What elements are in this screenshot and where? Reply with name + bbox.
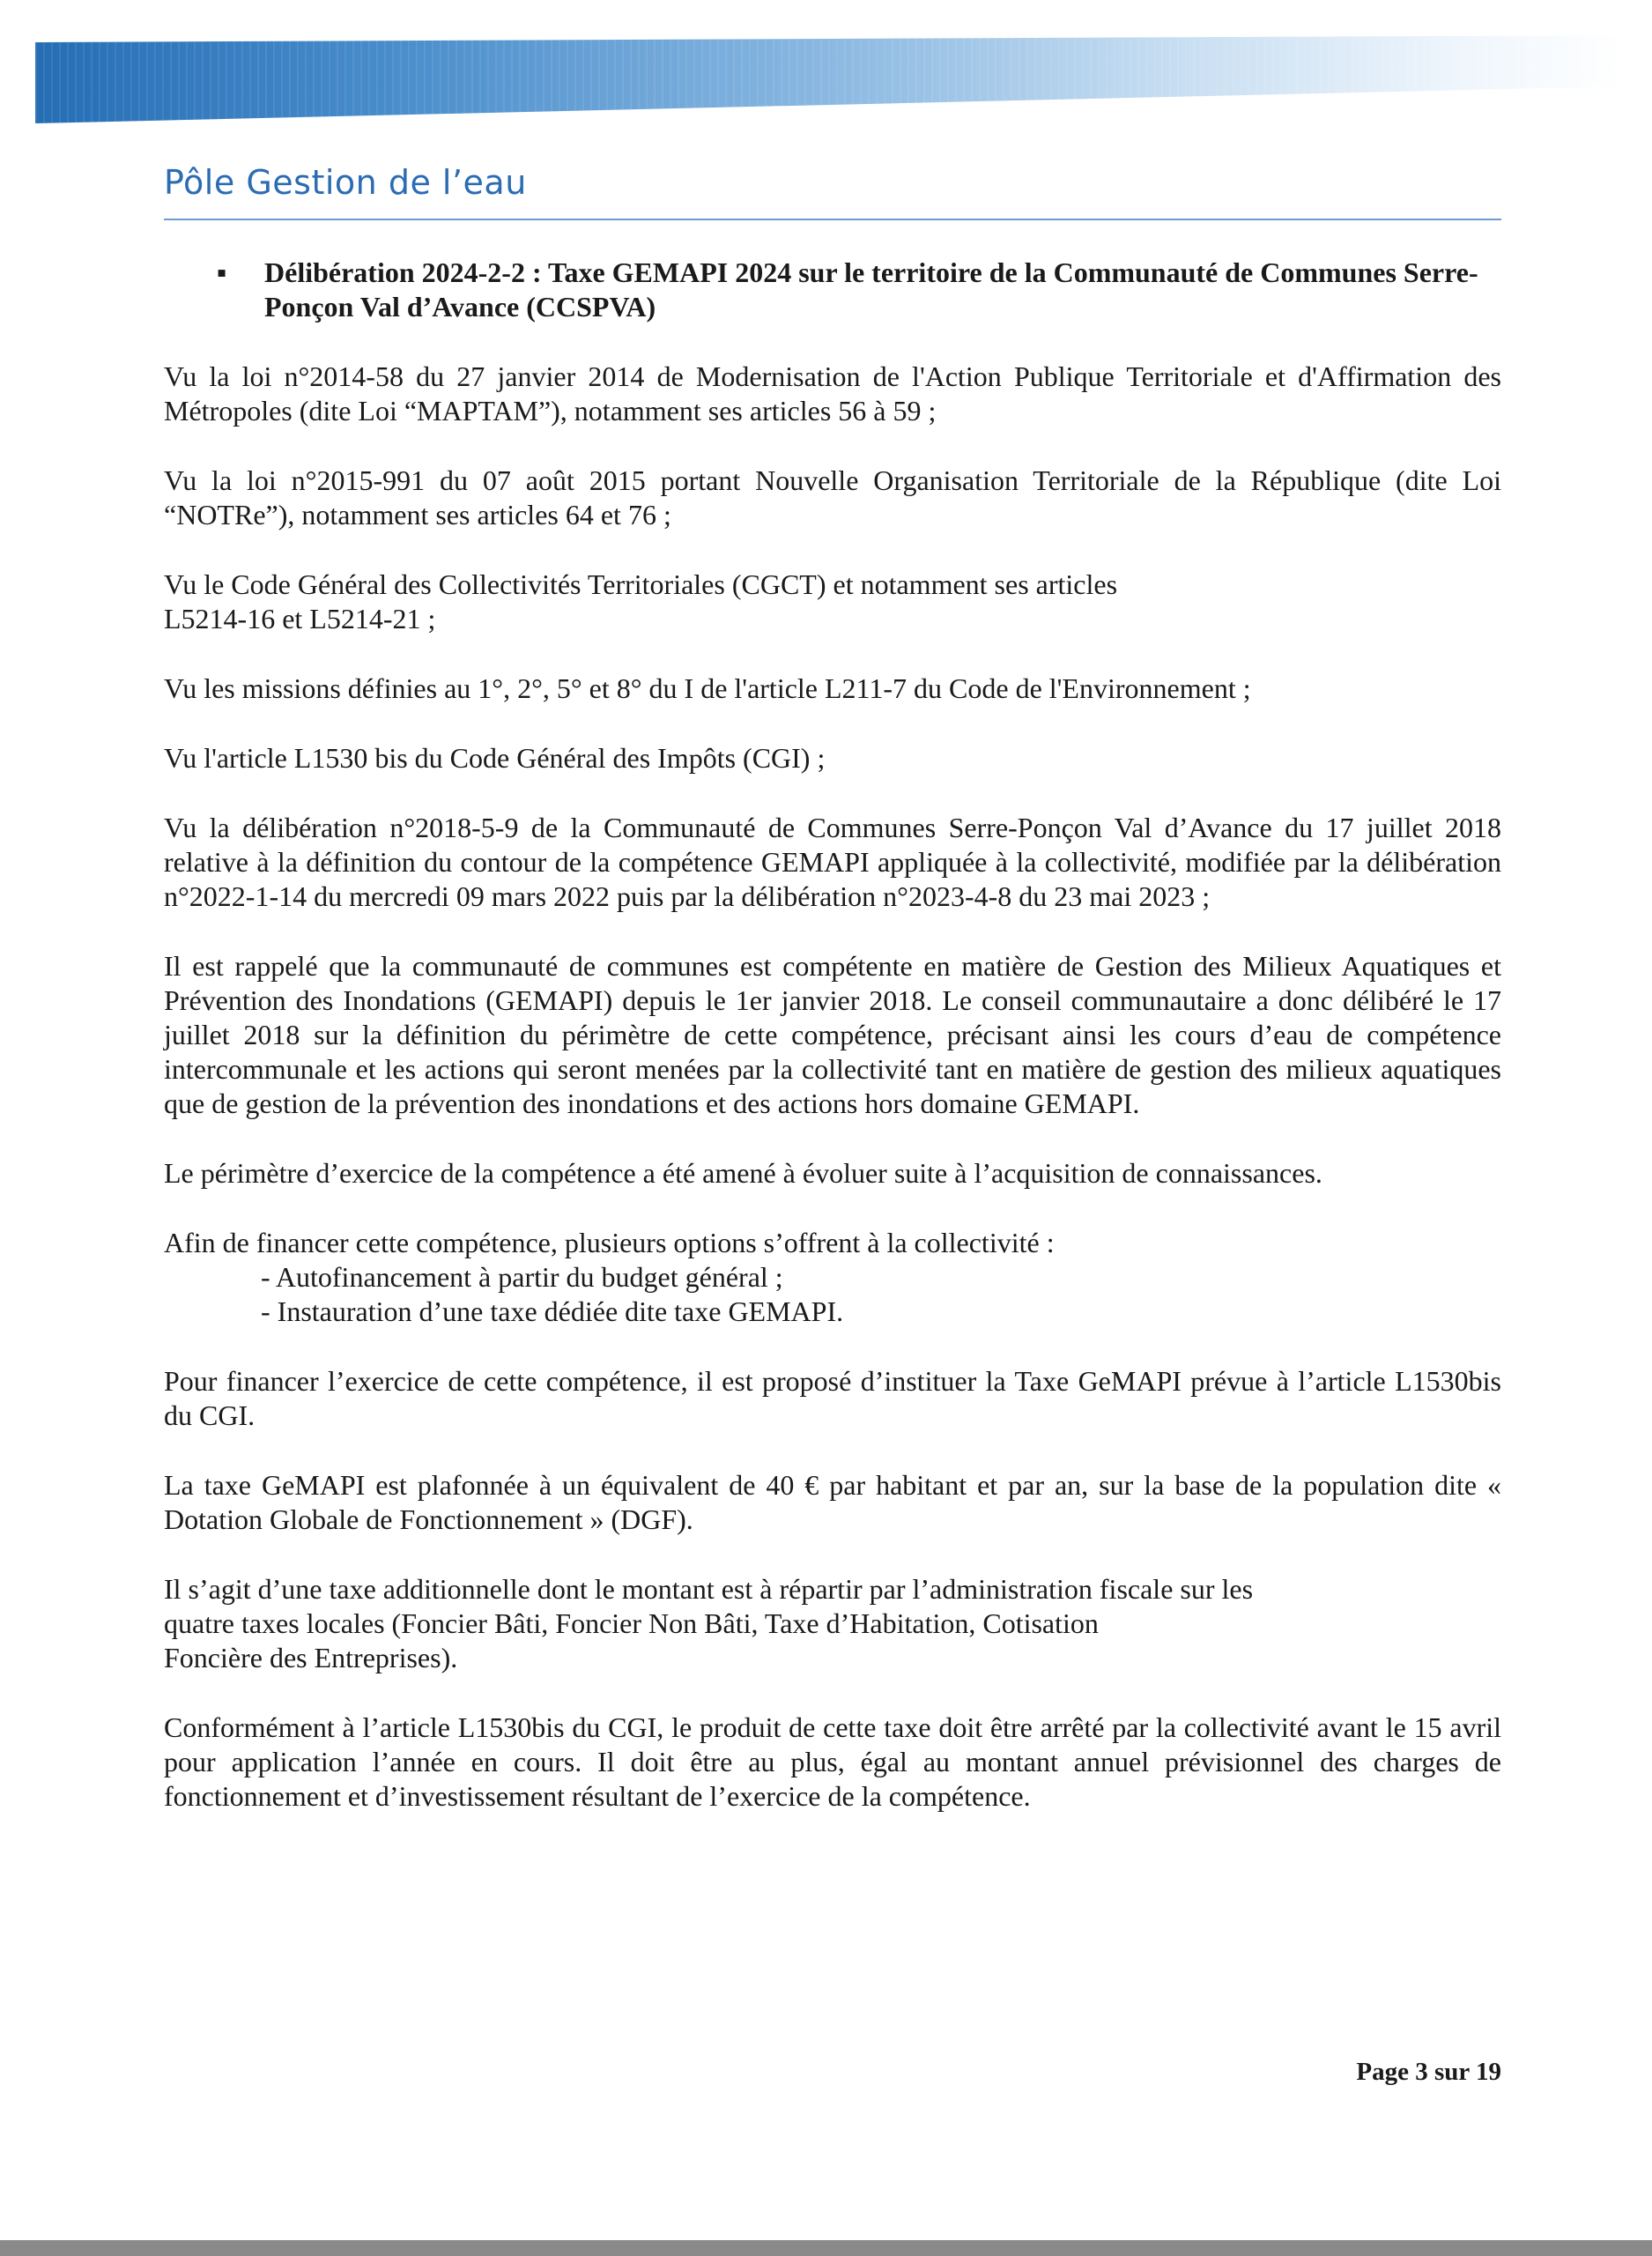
section-divider bbox=[164, 219, 1501, 220]
list-item: - Instauration d’une taxe dédiée dite taxe GEMAPI. bbox=[261, 1295, 844, 1327]
paragraph-perimetre: Le périmètre d’exercice de la compétence a été amené à évoluer suite à l’acquisition de connaissances. bbox=[164, 1157, 1322, 1189]
paragraph-options-financement: Afin de financer cette compétence, plusieurs options s’offrent à la collectivité : bbox=[164, 1227, 1055, 1258]
paragraph-taxe-additionnelle-line-2: quatre taxes locales (Foncier Bâti, Foncier Non Bâti, Taxe d’Habitation, Cotisation bbox=[164, 1607, 1099, 1639]
deliberation-heading bbox=[164, 256, 1501, 324]
paragraph-loi-notre: Vu la loi n°2015-991 du 07 août 2015 portant Nouvelle Organisation Territoriale de la République (dite Loi “NOTRe”), notamment ses articles 64 et 76 ; bbox=[164, 464, 1501, 531]
page-number: Page 3 sur 19 bbox=[1356, 2058, 1501, 2086]
paragraph-cgi: Vu l'article L1530 bis du Code Général des Impôts (CGI) ; bbox=[164, 742, 826, 774]
header-banner-texture bbox=[35, 35, 1621, 123]
paragraph-deliberation-2018: Vu la délibération n°2018-5-9 de la Communauté de Communes Serre-Ponçon Val d’Avance du 17 juillet 2018 relative à la définition du contour de la compétence GEMAPI appliquée à la collectivité, modifiée par la délibération n°2022-1-14 du mercredi 09 mars 2022 puis par la délibération n°2023-4-8 du 23 mai 2023 ; bbox=[164, 812, 1501, 912]
deliberation-heading-text: Délibération 2024-2-2 : Taxe GEMAPI 2024 sur le territoire de la Communauté de Communes Serre-Ponçon Val d’Avance (CCSPVA) bbox=[264, 256, 1478, 323]
scan-bottom-edge bbox=[0, 2240, 1652, 2256]
paragraph-cgct bbox=[164, 568, 1501, 636]
paragraph-proposition-taxe: Pour financer l’exercice de cette compétence, il est proposé d’instituer la Taxe GeMAPI prévue à l’article L1530bis du CGI. bbox=[164, 1365, 1501, 1431]
paragraph-plafond: La taxe GeMAPI est plafonnée à un équivalent de 40 € par habitant et par an, sur la base de la population dite « Dotation Globale de Fonctionnement » (DGF). bbox=[164, 1469, 1501, 1535]
paragraph-cgct-line-1: Vu le Code Général des Collectivités Territoriales (CGCT) et notamment ses articles bbox=[164, 568, 1118, 600]
paragraph-missions: Vu les missions définies au 1°, 2°, 5° et 8° du I de l'article L211-7 du Code de l'Environnement ; bbox=[164, 672, 1251, 704]
paragraph-taxe-additionnelle-line-3: Foncière des Entreprises). bbox=[164, 1642, 458, 1673]
document-body bbox=[164, 256, 1501, 1849]
bullet-square-icon: ▪ bbox=[217, 256, 227, 288]
section-title: Pôle Gestion de l’eau bbox=[164, 163, 527, 202]
options-list bbox=[164, 1260, 1501, 1329]
paragraph-taxe-additionnelle-line-1: Il s’agit d’une taxe additionnelle dont le montant est à répartir par l’administration fiscale sur les bbox=[164, 1573, 1254, 1605]
paragraph-cgct-line-2: L5214-16 et L5214-21 ; bbox=[164, 603, 436, 634]
paragraph-conformement: Conformément à l’article L1530bis du CGI, le produit de cette taxe doit être arrêté par la collectivité avant le 15 avril pour application l’année en cours. Il doit être au plus, égal au montant annuel prévisionnel des charges de fonctionnement et d’investissement résultant de l’exercice de la compétence. bbox=[164, 1711, 1501, 1812]
paragraph-taxe-additionnelle bbox=[164, 1572, 1501, 1675]
list-item: - Autofinancement à partir du budget général ; bbox=[261, 1261, 783, 1293]
paragraph-loi-maptam: Vu la loi n°2014-58 du 27 janvier 2014 de Modernisation de l'Action Publique Territoriale et d'Affirmation des Métropoles (dite Loi “MAPTAM”), notamment ses articles 56 à 59 ; bbox=[164, 360, 1501, 427]
paragraph-rappel-competence: Il est rappelé que la communauté de communes est compétente en matière de Gestion des Milieux Aquatiques et Prévention des Inondations (GEMAPI) depuis le 1er janvier 2018. Le conseil communautaire a donc délibéré le 17 juillet 2018 sur la définition du périmètre de cette compétence, précisant ainsi les cours d’eau de compétence intercommunale et les actions qui seront menées par la collectivité tant en matière de gestion des milieux aquatiques que de gestion de la prévention des inondations et des actions hors domaine GEMAPI. bbox=[164, 950, 1501, 1119]
